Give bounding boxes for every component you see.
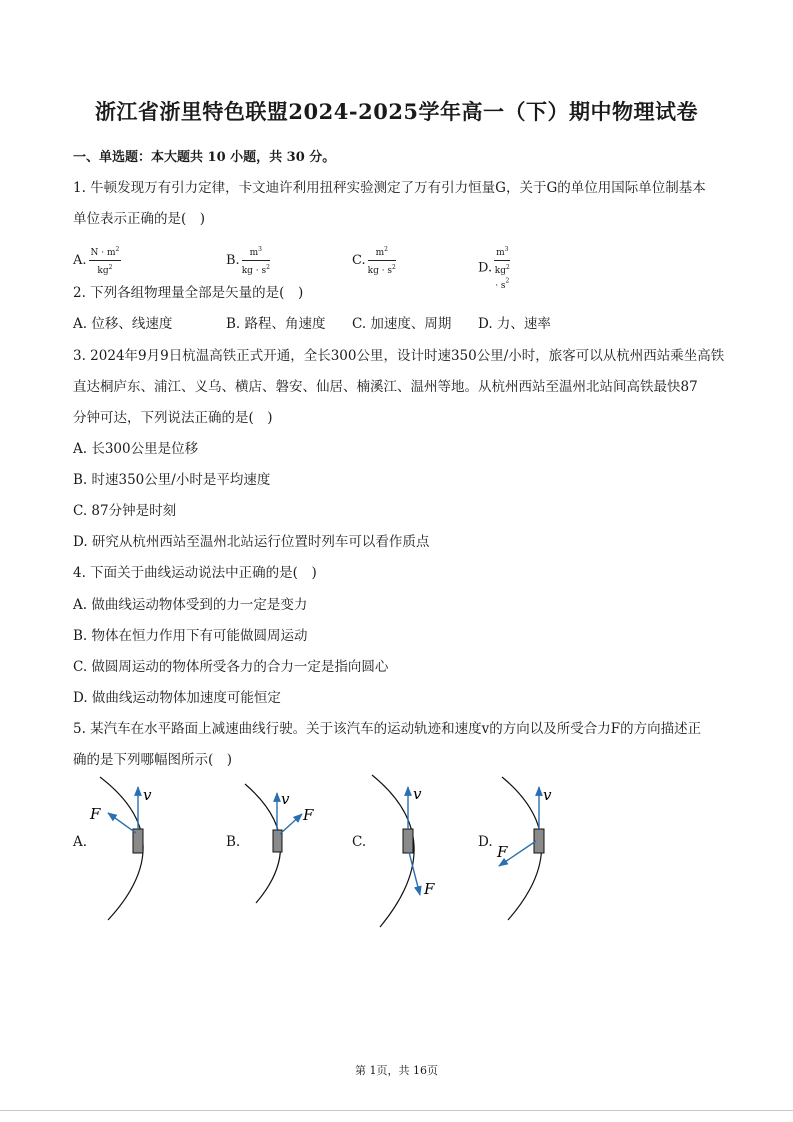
- velocity-label: v: [543, 786, 552, 804]
- figure-a[interactable]: [89, 777, 152, 920]
- q5-option-b-label[interactable]: B.: [226, 834, 241, 850]
- figure-d[interactable]: [496, 777, 552, 920]
- car-block: [403, 829, 413, 853]
- fraction: $\frac{m^3}{kg \cdot s^2}$: [241, 246, 270, 276]
- q5-option-c-label[interactable]: C.: [352, 834, 367, 850]
- q4-stem: 4. 下面关于曲线运动说法中正确的是( ): [73, 565, 317, 581]
- q4-option-a[interactable]: A. 做曲线运动物体受到的力一定是变力: [73, 597, 308, 613]
- q4-option-c[interactable]: C. 做圆周运动的物体所受各力的合力一定是指向圆心: [73, 659, 389, 675]
- option-label: D.: [478, 260, 493, 276]
- page-footer: 第 1页，共 16页: [355, 1064, 438, 1077]
- force-label: F: [90, 805, 101, 823]
- force-arrow: [108, 813, 136, 833]
- q3-option-c[interactable]: C. 87分钟是时刻: [73, 503, 177, 519]
- q2-option-c[interactable]: C. 加速度、周期: [352, 316, 452, 332]
- q1-stem-line1: 1. 牛顿发现万有引力定律，卡文迪许利用扭秤实验测定了万有引力恒量G，关于G的单位用国际单位制基本: [73, 180, 706, 196]
- figure-b[interactable]: [245, 784, 314, 903]
- velocity-label: v: [281, 790, 290, 808]
- option-label: C.: [352, 253, 366, 268]
- page-title: 浙江省浙里特色联盟2024-2025学年高一（下）期中物理试卷: [94, 99, 699, 124]
- velocity-label: v: [413, 785, 422, 803]
- q4-option-b[interactable]: B. 物体在恒力作用下有可能做圆周运动: [73, 628, 308, 644]
- q1-stem-line2: 单位表示正确的是( ): [73, 211, 206, 227]
- force-label: F: [303, 806, 314, 824]
- q3-option-d[interactable]: D. 研究从杭州西站至温州北站运行位置时列车可以看作质点: [73, 534, 430, 550]
- q4-option-d[interactable]: D. 做曲线运动物体加速度可能恒定: [73, 690, 281, 706]
- bottom-divider: [0, 1110, 793, 1111]
- q3-stem-line1: 3. 2024年9月9日杭温高铁正式开通，全长300公里，设计时速350公里/小时，旅客可以从杭州西站乘坐高铁: [73, 348, 725, 364]
- force-arrow: [280, 814, 302, 834]
- force-label: F: [424, 880, 435, 898]
- q3-option-b[interactable]: B. 时速350公里/小时是平均速度: [73, 472, 271, 488]
- q2-option-d[interactable]: D. 力、速率: [478, 316, 551, 332]
- fraction: $m^3$ $kg^2$ · $s^2$: [494, 246, 510, 291]
- force-label: F: [497, 843, 508, 861]
- option-label: A.: [73, 253, 87, 268]
- fraction: $\frac{N \cdot m^2}{kg^2}$: [90, 246, 120, 276]
- fraction: $\frac{m^2}{kg \cdot s^2}$: [367, 246, 396, 276]
- q2-stem: 2. 下列各组物理量全部是矢量的是( ): [73, 285, 304, 301]
- q2-option-b[interactable]: B. 路程、角速度: [226, 316, 326, 332]
- q3-stem-line2: 直达桐庐东、浦江、义乌、横店、磐安、仙居、楠溪江、温州等地。从杭州西站至温州北站间高铁最快87: [73, 379, 698, 395]
- q5-option-a-label[interactable]: A.: [73, 834, 88, 850]
- section-heading: 一、单选题：本大题共 10 小题，共 30 分。: [73, 150, 336, 165]
- q2-option-a[interactable]: A. 位移、线速度: [73, 316, 173, 332]
- figure-c[interactable]: [372, 775, 435, 927]
- option-label: B.: [226, 253, 240, 268]
- q5-stem-line2: 确的是下列哪幅图所示( ): [73, 752, 233, 768]
- q3-option-a[interactable]: A. 长300公里是位移: [73, 441, 199, 457]
- q5-stem-line1: 5. 某汽车在水平路面上减速曲线行驶。关于该汽车的运动轨迹和速度v的方向以及所受合力F的方向描述正: [73, 721, 702, 737]
- velocity-label: v: [143, 786, 152, 804]
- q3-stem-line3: 分钟可达，下列说法正确的是( ): [73, 410, 273, 426]
- q5-option-d-label[interactable]: D.: [478, 834, 493, 850]
